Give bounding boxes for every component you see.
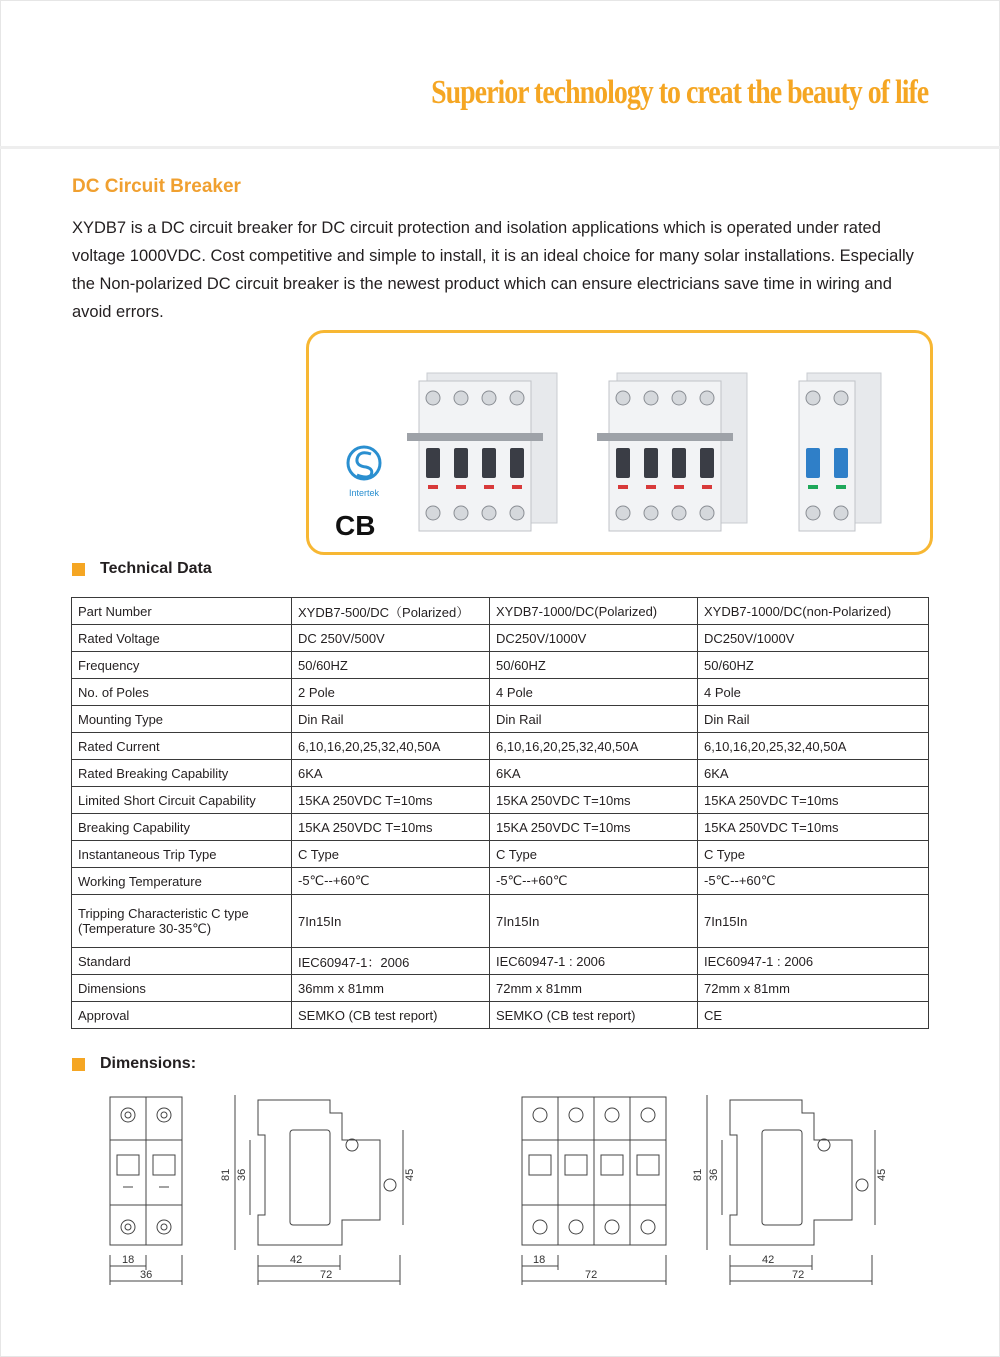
row-label-cell: Standard — [72, 948, 292, 975]
breaker-handle — [834, 448, 848, 478]
value-cell: 6KA — [490, 760, 698, 787]
row-label-cell: Part Number — [72, 598, 292, 625]
value-cell: XYDB7-500/DC（Polarized） — [292, 598, 490, 625]
value-cell: 50/60HZ — [292, 652, 490, 679]
breaker-product — [407, 373, 557, 531]
dimensions-heading — [72, 1055, 196, 1073]
four-pole-width-label: 18 — [533, 1254, 546, 1266]
table-row — [72, 814, 929, 841]
terminal-screw — [700, 506, 714, 520]
terminal-screw — [672, 506, 686, 520]
value-cell: 50/60HZ — [698, 652, 929, 679]
row-label-cell: Rated Current — [72, 733, 292, 760]
value-cell: XYDB7-1000/DC(non-Polarized) — [698, 598, 929, 625]
breaker-product — [799, 373, 881, 531]
value-cell: Din Rail — [292, 706, 490, 733]
value-cell: -5℃--+60℃ — [490, 868, 698, 895]
table-row — [72, 868, 929, 895]
value-cell: 4 Pole — [698, 679, 929, 706]
intertek-logo — [348, 447, 380, 498]
two-pole-front-view — [110, 1097, 182, 1285]
side2-inner-label: 36 — [708, 1168, 720, 1181]
terminal-screw — [426, 391, 440, 405]
row-label-cell: Working Temperature — [72, 868, 292, 895]
intertek-label: Intertek — [349, 488, 380, 498]
table-row — [72, 895, 929, 948]
header-rule — [0, 146, 1000, 149]
terminal-screw — [616, 391, 630, 405]
terminal-screw — [806, 391, 820, 405]
breaker-handle — [510, 448, 524, 478]
value-cell: Din Rail — [698, 706, 929, 733]
value-cell: 7In15In — [490, 895, 698, 948]
breaker-handle — [454, 448, 468, 478]
section-title: DC Circuit Breaker — [72, 176, 241, 197]
product-photo-box — [306, 330, 933, 555]
value-cell: DC 250V/500V — [292, 625, 490, 652]
value-cell: 7In15In — [292, 895, 490, 948]
value-cell: -5℃--+60℃ — [698, 868, 929, 895]
terminal-screw — [510, 506, 524, 520]
value-cell: 15KA 250VDC T=10ms — [490, 787, 698, 814]
value-cell: 72mm x 81mm — [698, 975, 929, 1002]
table-row — [72, 841, 929, 868]
status-indicator — [512, 485, 522, 489]
terminal-screw — [700, 391, 714, 405]
breaker-handle — [700, 448, 714, 478]
value-cell: IEC60947-1：2006 — [292, 948, 490, 975]
terminal-screw — [616, 506, 630, 520]
breaker-handle — [426, 448, 440, 478]
breaker-handle — [482, 448, 496, 478]
row-label-cell: Rated Voltage — [72, 625, 292, 652]
terminal-screw — [834, 506, 848, 520]
side2-depth-label: 72 — [792, 1269, 805, 1281]
heading-bullet — [72, 563, 85, 576]
terminal-screw — [806, 506, 820, 520]
table-row — [72, 706, 929, 733]
two-pole-width-label: 18 — [122, 1254, 135, 1266]
value-cell: IEC60947-1 : 2006 — [490, 948, 698, 975]
breaker-handle — [644, 448, 658, 478]
row-label-cell: Approval — [72, 1002, 292, 1029]
table-row — [72, 1002, 929, 1029]
terminal-screw — [426, 506, 440, 520]
status-indicator — [702, 485, 712, 489]
side2-base-label: 42 — [762, 1254, 775, 1266]
value-cell: DC250V/1000V — [698, 625, 929, 652]
table-row — [72, 948, 929, 975]
heading-bullet — [72, 1058, 85, 1071]
technical-heading — [72, 560, 212, 578]
two-pole-total-label: 36 — [140, 1269, 153, 1281]
table-row — [72, 787, 929, 814]
table-row — [72, 652, 929, 679]
busbar — [407, 433, 543, 441]
table-row — [72, 975, 929, 1002]
status-indicator — [836, 485, 846, 489]
value-cell: 36mm x 81mm — [292, 975, 490, 1002]
side-inner-label: 36 — [236, 1168, 248, 1181]
row-label-cell: Frequency — [72, 652, 292, 679]
value-cell: IEC60947-1 : 2006 — [698, 948, 929, 975]
breaker-handle — [672, 448, 686, 478]
side-view-1 — [235, 1095, 403, 1285]
value-cell: C Type — [292, 841, 490, 868]
value-cell: 15KA 250VDC T=10ms — [698, 814, 929, 841]
terminal-screw — [834, 391, 848, 405]
value-cell: 4 Pole — [490, 679, 698, 706]
status-indicator — [646, 485, 656, 489]
row-label-cell: Instantaneous Trip Type — [72, 841, 292, 868]
value-cell: 50/60HZ — [490, 652, 698, 679]
value-cell: Din Rail — [490, 706, 698, 733]
side2-rail-label: 45 — [876, 1168, 888, 1181]
side-height-label: 81 — [220, 1168, 232, 1181]
value-cell: -5℃--+60℃ — [292, 868, 490, 895]
status-indicator — [428, 485, 438, 489]
terminal-screw — [510, 391, 524, 405]
terminal-screw — [482, 506, 496, 520]
side-base-label: 42 — [290, 1254, 303, 1266]
status-indicator — [456, 485, 466, 489]
table-row — [72, 598, 929, 625]
value-cell: C Type — [490, 841, 698, 868]
value-cell: 15KA 250VDC T=10ms — [292, 787, 490, 814]
side2-height-label: 81 — [692, 1168, 704, 1181]
technical-heading-text: Technical Data — [100, 560, 212, 577]
value-cell: SEMKO (CB test report) — [490, 1002, 698, 1029]
value-cell: 6,10,16,20,25,32,40,50A — [490, 733, 698, 760]
value-cell: 15KA 250VDC T=10ms — [490, 814, 698, 841]
value-cell: 6KA — [698, 760, 929, 787]
side-rail-label: 45 — [404, 1168, 416, 1181]
row-label-cell: No. of Poles — [72, 679, 292, 706]
terminal-screw — [644, 391, 658, 405]
terminal-screw — [482, 391, 496, 405]
value-cell: 7In15In — [698, 895, 929, 948]
status-indicator — [674, 485, 684, 489]
terminal-screw — [672, 391, 686, 405]
value-cell: 15KA 250VDC T=10ms — [292, 814, 490, 841]
value-cell: C Type — [698, 841, 929, 868]
busbar — [597, 433, 733, 441]
table-row — [72, 625, 929, 652]
product-photo — [309, 333, 930, 552]
value-cell: XYDB7-1000/DC(Polarized) — [490, 598, 698, 625]
side-view-2 — [707, 1095, 875, 1285]
value-cell: 6,10,16,20,25,32,40,50A — [698, 733, 929, 760]
breaker-product — [597, 373, 747, 531]
cb-mark: CB — [335, 510, 376, 541]
value-cell: 15KA 250VDC T=10ms — [698, 787, 929, 814]
breaker-handle — [806, 448, 820, 478]
value-cell: DC250V/1000V — [490, 625, 698, 652]
intro-paragraph: XYDB7 is a DC circuit breaker for DC circuit protection and isolation applications which is operated under rated voltage 1000VDC. Cost competitive and simple to install, it is an ideal choice for many solar installations. Especially the Non-polarized DC circuit breaker is the newest product which can ensure electricians save time in wiring and avoid errors. — [72, 219, 914, 321]
row-label-cell: Breaking Capability — [72, 814, 292, 841]
row-label-cell: Limited Short Circuit Capability — [72, 787, 292, 814]
value-cell: 6,10,16,20,25,32,40,50A — [292, 733, 490, 760]
status-indicator — [618, 485, 628, 489]
table-row — [72, 760, 929, 787]
table-row — [72, 679, 929, 706]
dimensions-heading-text: Dimensions: — [100, 1055, 197, 1072]
slogan: Superior technology to creat the beauty of life — [430, 74, 928, 111]
dimension-drawings — [90, 1085, 920, 1300]
four-pole-total-label: 72 — [585, 1269, 598, 1281]
terminal-screw — [454, 391, 468, 405]
value-cell: CE — [698, 1002, 929, 1029]
value-cell: SEMKO (CB test report) — [292, 1002, 490, 1029]
breaker-handle — [616, 448, 630, 478]
value-cell: 72mm x 81mm — [490, 975, 698, 1002]
tripping-note: (Temperature 30-35℃) — [78, 920, 212, 936]
value-cell: 6KA — [292, 760, 490, 787]
row-label-cell: Rated Breaking Capability — [72, 760, 292, 787]
status-indicator — [808, 485, 818, 489]
side-depth-label: 72 — [320, 1269, 333, 1281]
table-row — [72, 733, 929, 760]
terminal-screw — [644, 506, 658, 520]
row-label-cell: Mounting Type — [72, 706, 292, 733]
row-label-cell: Dimensions — [72, 975, 292, 1002]
status-indicator — [484, 485, 494, 489]
value-cell: 2 Pole — [292, 679, 490, 706]
technical-data-table — [71, 597, 929, 1029]
row-label-cell: Tripping Characteristic C type (Temperature 30-35℃) — [72, 895, 292, 948]
terminal-screw — [454, 506, 468, 520]
